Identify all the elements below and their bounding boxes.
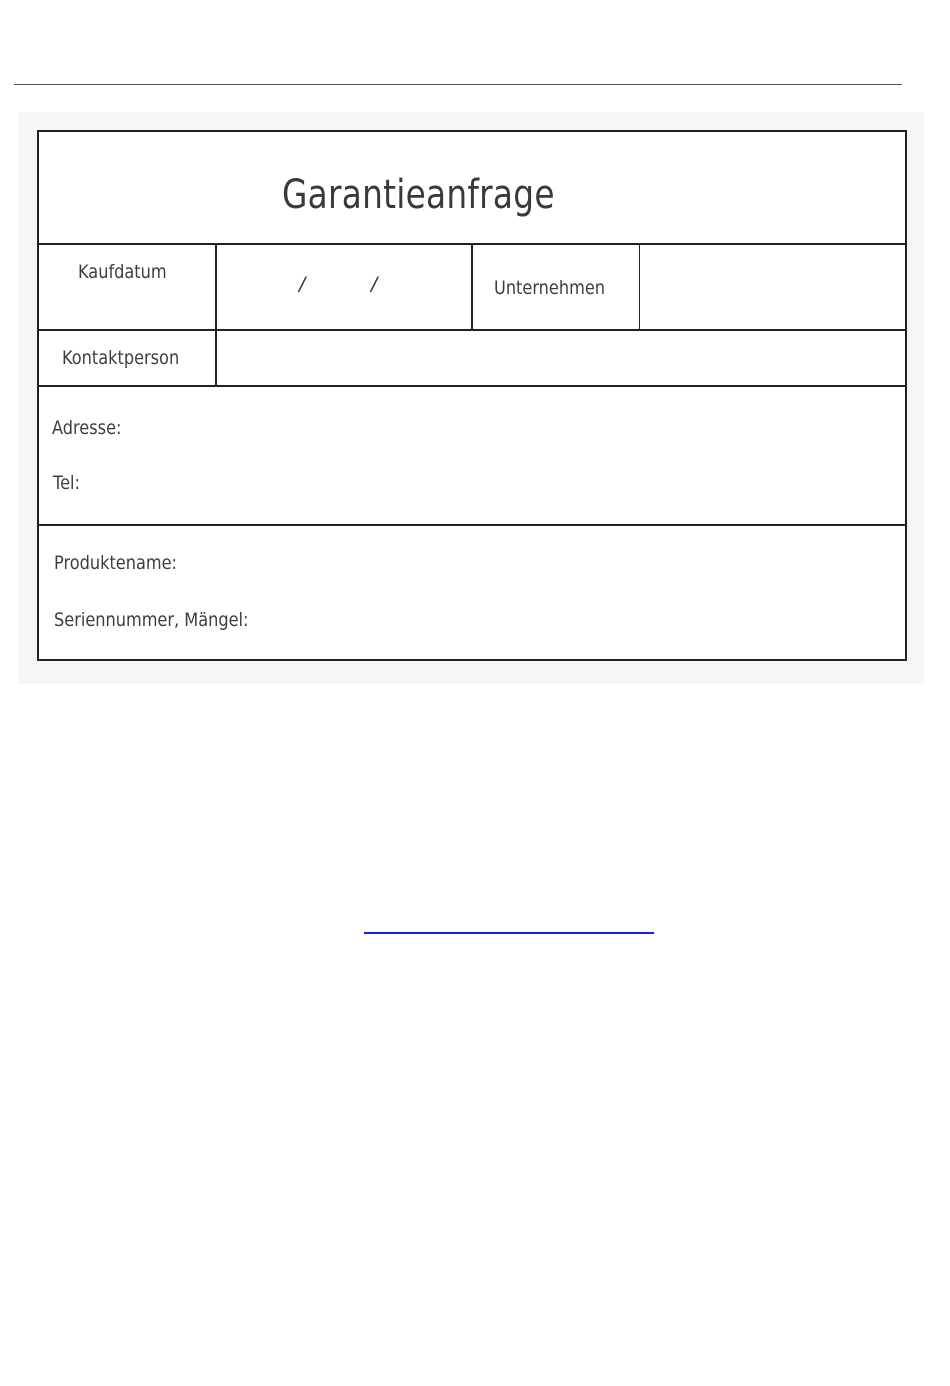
warranty-form bbox=[37, 130, 907, 661]
date-separator-2: / bbox=[371, 273, 378, 295]
company-field[interactable] bbox=[640, 243, 905, 329]
date-separator-1: / bbox=[299, 273, 306, 295]
serial-defects-label: Seriennummer, Mängel: bbox=[54, 609, 249, 631]
product-name-label: Produktename: bbox=[54, 552, 177, 574]
company-label: Unternehmen bbox=[494, 277, 606, 299]
contact-label: Kontaktperson bbox=[62, 347, 180, 369]
purchase-date-label: Kaufdatum bbox=[78, 261, 167, 283]
phone-label: Tel: bbox=[53, 472, 80, 494]
product-section[interactable] bbox=[39, 526, 905, 659]
top-divider bbox=[14, 84, 902, 85]
contact-row bbox=[39, 331, 905, 387]
company-label-cell bbox=[473, 243, 640, 329]
contact-field[interactable] bbox=[217, 331, 905, 385]
purchase-date-label-cell bbox=[39, 243, 217, 329]
contact-label-cell bbox=[39, 331, 217, 385]
address-label: Adresse: bbox=[52, 417, 122, 439]
form-title: Garantieanfrage bbox=[282, 172, 555, 218]
address-phone-section[interactable] bbox=[39, 387, 905, 526]
form-title-row bbox=[39, 132, 905, 245]
link-underline[interactable] bbox=[364, 932, 654, 934]
purchase-date-field[interactable] bbox=[217, 243, 473, 329]
purchase-company-row bbox=[39, 243, 905, 331]
